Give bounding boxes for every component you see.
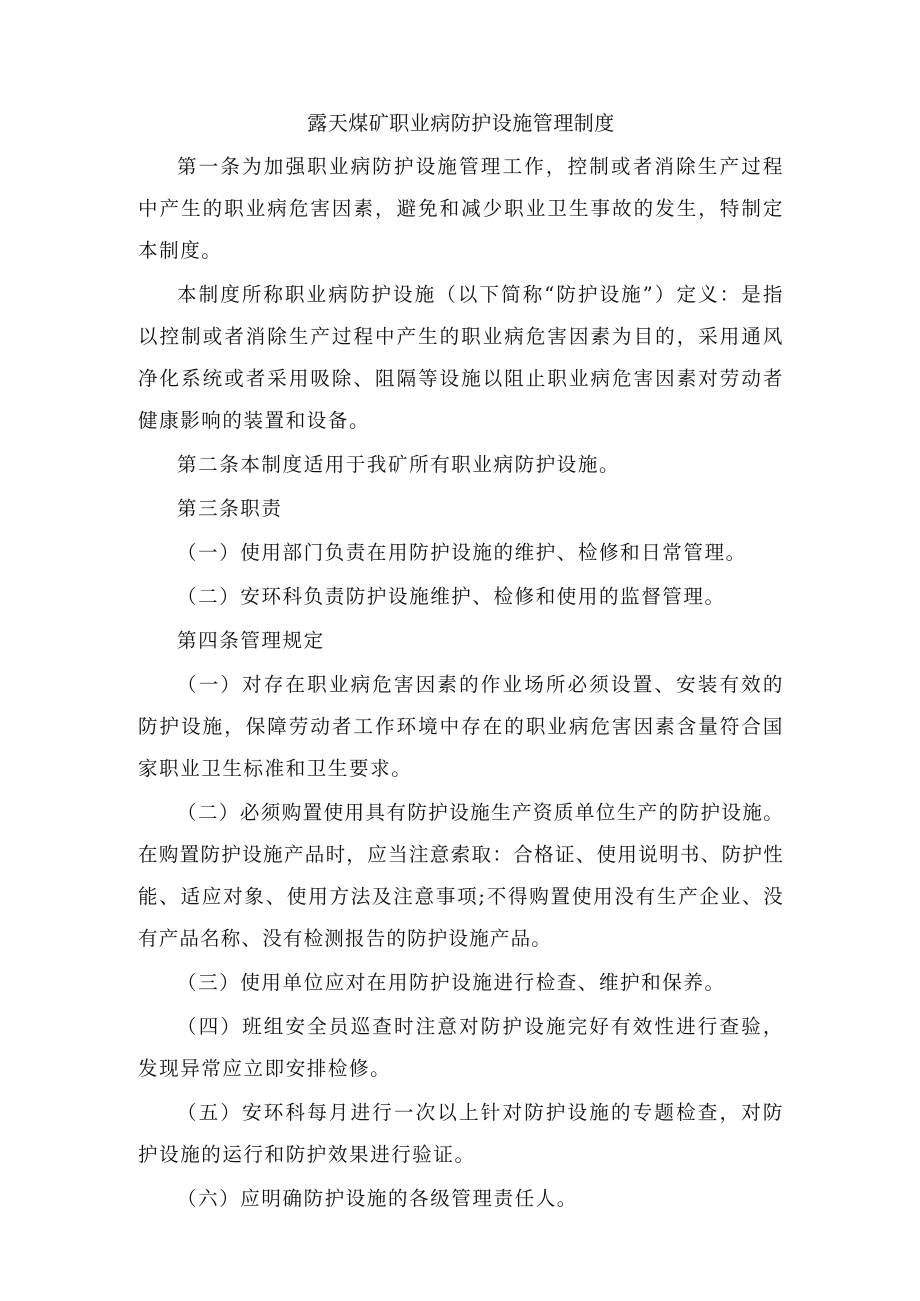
paragraph-article-4-item-5: （五）安环科每月进行一次以上针对防护设施的专题检查，对防护设施的运行和防护效果进行验证。: [138, 1101, 784, 1166]
paragraph-article-4-item-3: （三）使用单位应对在用防护设施进行检查、维护和保养。: [177, 971, 726, 994]
paragraph-definition: 本制度所称职业病防护设施（以下简称“防护设施”）定义：是指以控制或者消除生产过程中产生的职业病危害因素为目的，采用通风净化系统或者采用吸除、阻隔等设施以阻止职业病危害因素对劳动者健康影响的装置和设备。: [138, 283, 784, 432]
paragraph-article-4-item-1: （一）对存在职业病危害因素的作业场所必须设置、安装有效的防护设施，保障劳动者工作环境中存在的职业病危害因素含量符合国家职业卫生标准和卫生要求。: [138, 673, 784, 780]
paragraph-article-3-item-2: （二）安环科负责防护设施维护、检修和使用的监督管理。: [177, 585, 726, 608]
document-title: 露天煤矿职业病防护设施管理制度: [307, 111, 615, 135]
paragraph-article-3-heading: 第三条职责: [177, 497, 283, 520]
paragraph-article-1: 第一条为加强职业病防护设施管理工作，控制或者消除生产过程中产生的职业病危害因素，避免和减少职业卫生事故的发生，特制定本制度。: [138, 155, 784, 262]
paragraph-article-4-item-2: （二）必须购置使用具有防护设施生产资质单位生产的防护设施。在购置防护设施产品时，应当注意索取：合格证、使用说明书、防护性能、适应对象、使用方法及注意事项;不得购置使用没有生产企业、没有产品名称、没有检测报告的防护设施产品。: [138, 801, 784, 950]
paragraph-article-2: 第二条本制度适用于我矿所有职业病防护设施。: [177, 453, 621, 476]
paragraph-article-4-heading: 第四条管理规定: [177, 629, 325, 652]
paragraph-article-3-item-1: （一）使用部门负责在用防护设施的维护、检修和日常管理。: [177, 541, 747, 564]
paragraph-article-4-item-4: （四）班组安全员巡查时注意对防护设施完好有效性进行查验，发现异常应立即安排检修。: [138, 1015, 784, 1080]
paragraph-article-4-item-6: （六）应明确防护设施的各级管理责任人。: [177, 1187, 578, 1210]
